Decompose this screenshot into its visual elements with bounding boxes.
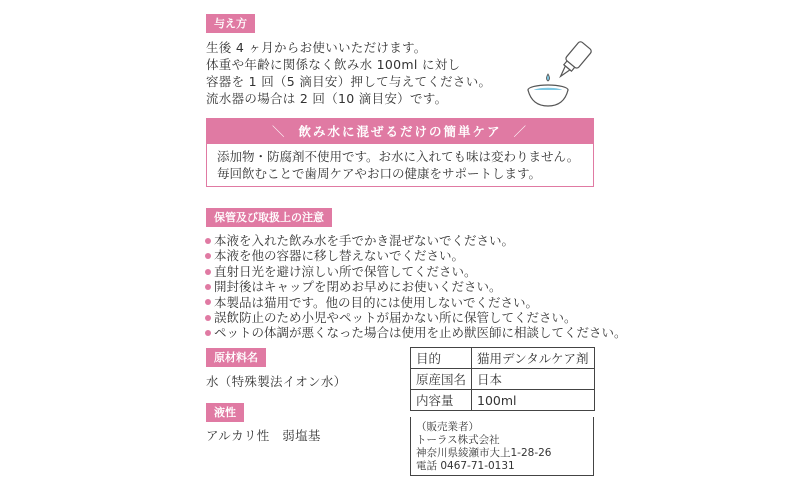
liquid-value: アルカリ性 弱塩基 xyxy=(206,428,321,443)
care-line-2: 毎回飲むことで歯周ケアやお口の健康をサポートします。 xyxy=(217,166,542,181)
seller-box xyxy=(410,417,594,476)
care-line-1: 添加物・防腐剤不使用です。お水に入れても味は変わりません。 xyxy=(217,149,580,164)
banner-slash-left: ＼ xyxy=(271,124,287,139)
usage-line-4: 流水器の場合は 2 回（10 滴目安）です。 xyxy=(206,91,448,106)
bullet-dot xyxy=(205,238,211,244)
bullet-dot xyxy=(205,330,211,336)
spec-key: 内容量 xyxy=(411,390,472,411)
caution-list xyxy=(205,233,627,341)
list-item: 本製品は猫用です。他の目的には使用しないでください。 xyxy=(205,295,627,310)
bullet-dot xyxy=(205,315,211,321)
caution-tag: 保管及び取扱上の注意 xyxy=(206,208,332,227)
usage-tag: 与え方 xyxy=(206,14,255,33)
banner-slash-right: ／ xyxy=(513,124,529,139)
table-row xyxy=(411,390,595,411)
list-item: 本液を他の容器に移し替えないでください。 xyxy=(205,248,627,263)
spec-value: 100ml xyxy=(472,390,595,411)
usage-line-2: 体重や年齢に関係なく飲み水 100ml に対し xyxy=(206,57,461,72)
care-banner xyxy=(206,118,594,144)
seller-address: 神奈川県綾瀬市大上1-28-26 xyxy=(416,447,552,459)
bullet-dot xyxy=(205,299,211,305)
bullet-dot xyxy=(205,253,211,259)
spec-key: 目的 xyxy=(411,348,472,369)
table-row xyxy=(411,369,595,390)
spec-table xyxy=(410,347,595,411)
list-item: 誤飲防止のため小児やペットが届かない所に保管してください。 xyxy=(205,310,627,325)
ingredients-value: 水（特殊製法イオン水） xyxy=(206,374,347,389)
liquid-tag: 液性 xyxy=(206,403,244,422)
bullet-dot xyxy=(205,269,211,275)
spec-value: 猫用デンタルケア剤 xyxy=(472,348,595,369)
bullet-dot xyxy=(205,284,211,290)
seller-phone: 電話 0467-71-0131 xyxy=(416,460,515,472)
list-item: 直射日光を避け涼しい所で保管してください。 xyxy=(205,264,627,279)
list-item: ペットの体調が悪くなった場合は使用を止め獣医師に相談してください。 xyxy=(205,325,627,340)
list-item: 本液を入れた飲み水を手でかき混ぜないでください。 xyxy=(205,233,627,248)
table-row xyxy=(411,348,595,369)
usage-line-3: 容器を 1 回（5 滴目安）押して与えてください。 xyxy=(206,74,492,89)
care-banner-title: 飲み水に混ぜるだけの簡単ケア xyxy=(298,124,502,139)
seller-company: トーラス株式会社 xyxy=(416,434,500,446)
dropper-bowl-icon xyxy=(520,38,600,110)
spec-key: 原産国名 xyxy=(411,369,472,390)
usage-line-1: 生後 4 ヶ月からお使いいただけます。 xyxy=(206,40,427,55)
seller-heading: （販売業者） xyxy=(416,421,479,433)
care-banner-box xyxy=(206,144,594,187)
spec-value: 日本 xyxy=(472,369,595,390)
list-item: 開封後はキャップを閉めお早めにお使いください。 xyxy=(205,279,627,294)
ingredients-tag: 原材料名 xyxy=(206,348,266,367)
